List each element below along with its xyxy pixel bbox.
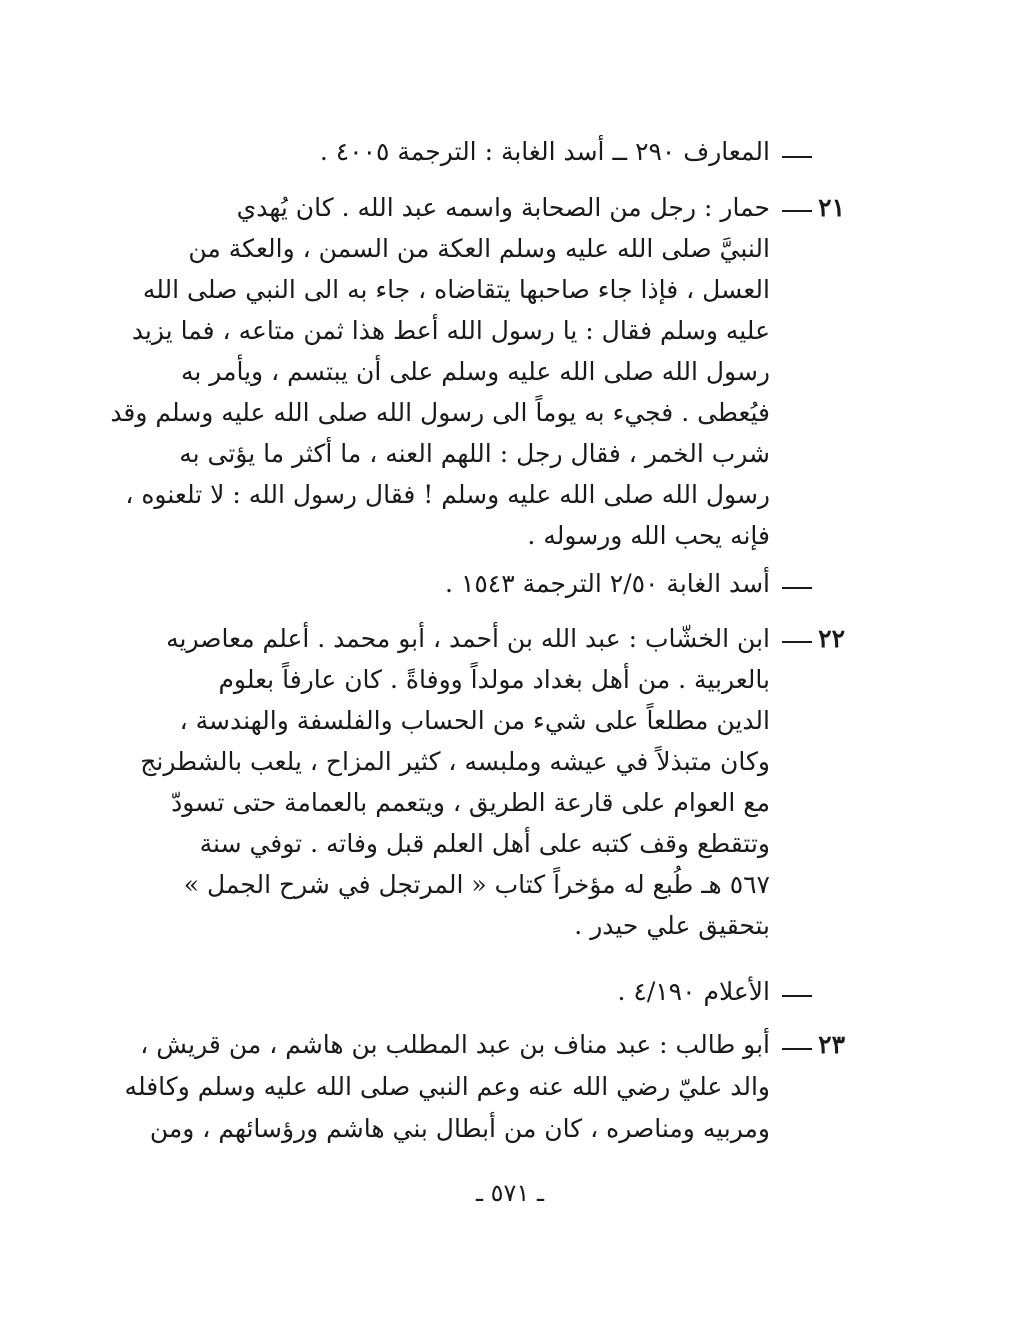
page-number: ـ ٥٧١ ـ	[475, 1179, 544, 1207]
entry-text-line: فيُعطى . فجيء به يوماً الى رسول الله صلى الله عليه وسلم وقد	[110, 398, 770, 427]
entry-dash	[782, 641, 812, 643]
entry-text-line: شرب الخمر ، فقال رجل : اللهم العنه ، ما أكثر ما يؤتى به	[179, 439, 770, 468]
entry-dash	[782, 1048, 812, 1050]
entry-text-line: وكان متبذلاً في عيشه وملبسه ، كثير المزاح ، يلعب بالشطرنج	[140, 747, 770, 776]
reference-line: الأعلام ٤/١٩٠ .	[617, 977, 770, 1006]
entry-text-line: ابن الخشّاب : عبد الله بن أحمد ، أبو محمد . أعلم معاصريه	[166, 624, 770, 653]
entry-text-line: مع العوام على قارعة الطريق ، ويتعمم بالعمامة حتى تسودّ	[171, 788, 770, 817]
entry-number: ٢١	[818, 193, 845, 222]
entry-number: ٢٢	[818, 624, 845, 653]
reference-line: أسد الغابة ٢/٥٠ الترجمة ١٥٤٣ .	[445, 569, 770, 598]
entry-text-line: بالعربية . من أهل بغداد مولداً ووفاةً . كان عارفاً بعلوم	[218, 665, 770, 694]
entry-text-line: فإنه يحب الله ورسوله .	[527, 521, 770, 550]
entry-text-line: وتتقطع وقف كتبه على أهل العلم قبل وفاته . توفي سنة	[199, 829, 770, 858]
entry-dash	[782, 210, 812, 212]
entry-text-line: رسول الله صلى الله عليه وسلم ! فقال رسول الله : لا تلعنوه ،	[125, 480, 770, 509]
reference-line: المعارف ٢٩٠ ــ أسد الغابة : الترجمة ٤٠٠٥ .	[319, 137, 770, 166]
entry-dash	[782, 156, 812, 158]
entry-text-line: رسول الله صلى الله عليه وسلم على أن يبتسم ، ويأمر به	[180, 357, 770, 386]
entry-text-line: والد عليّ رضي الله عنه وعم النبي صلى الله عليه وسلم وكافله	[124, 1072, 770, 1101]
entry-text-line: النبيَّ صلى الله عليه وسلم العكة من السمن ، والعكة من	[188, 234, 770, 263]
entry-text-line: ٥٦٧ هـ طُبع له مؤخراً كتاب « المرتجل في شرح الجمل »	[183, 870, 770, 899]
entry-text-line: أبو طالب : عبد مناف بن عبد المطلب بن هاشم ، من قريش ،	[140, 1030, 770, 1059]
entry-dash	[782, 587, 812, 589]
entry-dash	[782, 995, 812, 997]
entry-number: ٢٣	[818, 1030, 845, 1059]
entry-text-line: بتحقيق علي حيدر .	[574, 911, 770, 940]
entry-text-line: العسل ، فإذا جاء صاحبها يتقاضاه ، جاء به الى النبي صلى الله	[142, 275, 770, 304]
entry-text-line: ومربيه ومناصره ، كان من أبطال بني هاشم ورؤسائهم ، ومن	[149, 1114, 770, 1143]
entry-text-line: عليه وسلم فقال : يا رسول الله أعط هذا ثمن متاعه ، فما يزيد	[131, 316, 770, 345]
entry-text-line: حمار : رجل من الصحابة واسمه عبد الله . كان يُهدي	[236, 193, 770, 222]
entry-text-line: الدين مطلعاً على شيء من الحساب والفلسفة والهندسة ،	[179, 706, 770, 735]
